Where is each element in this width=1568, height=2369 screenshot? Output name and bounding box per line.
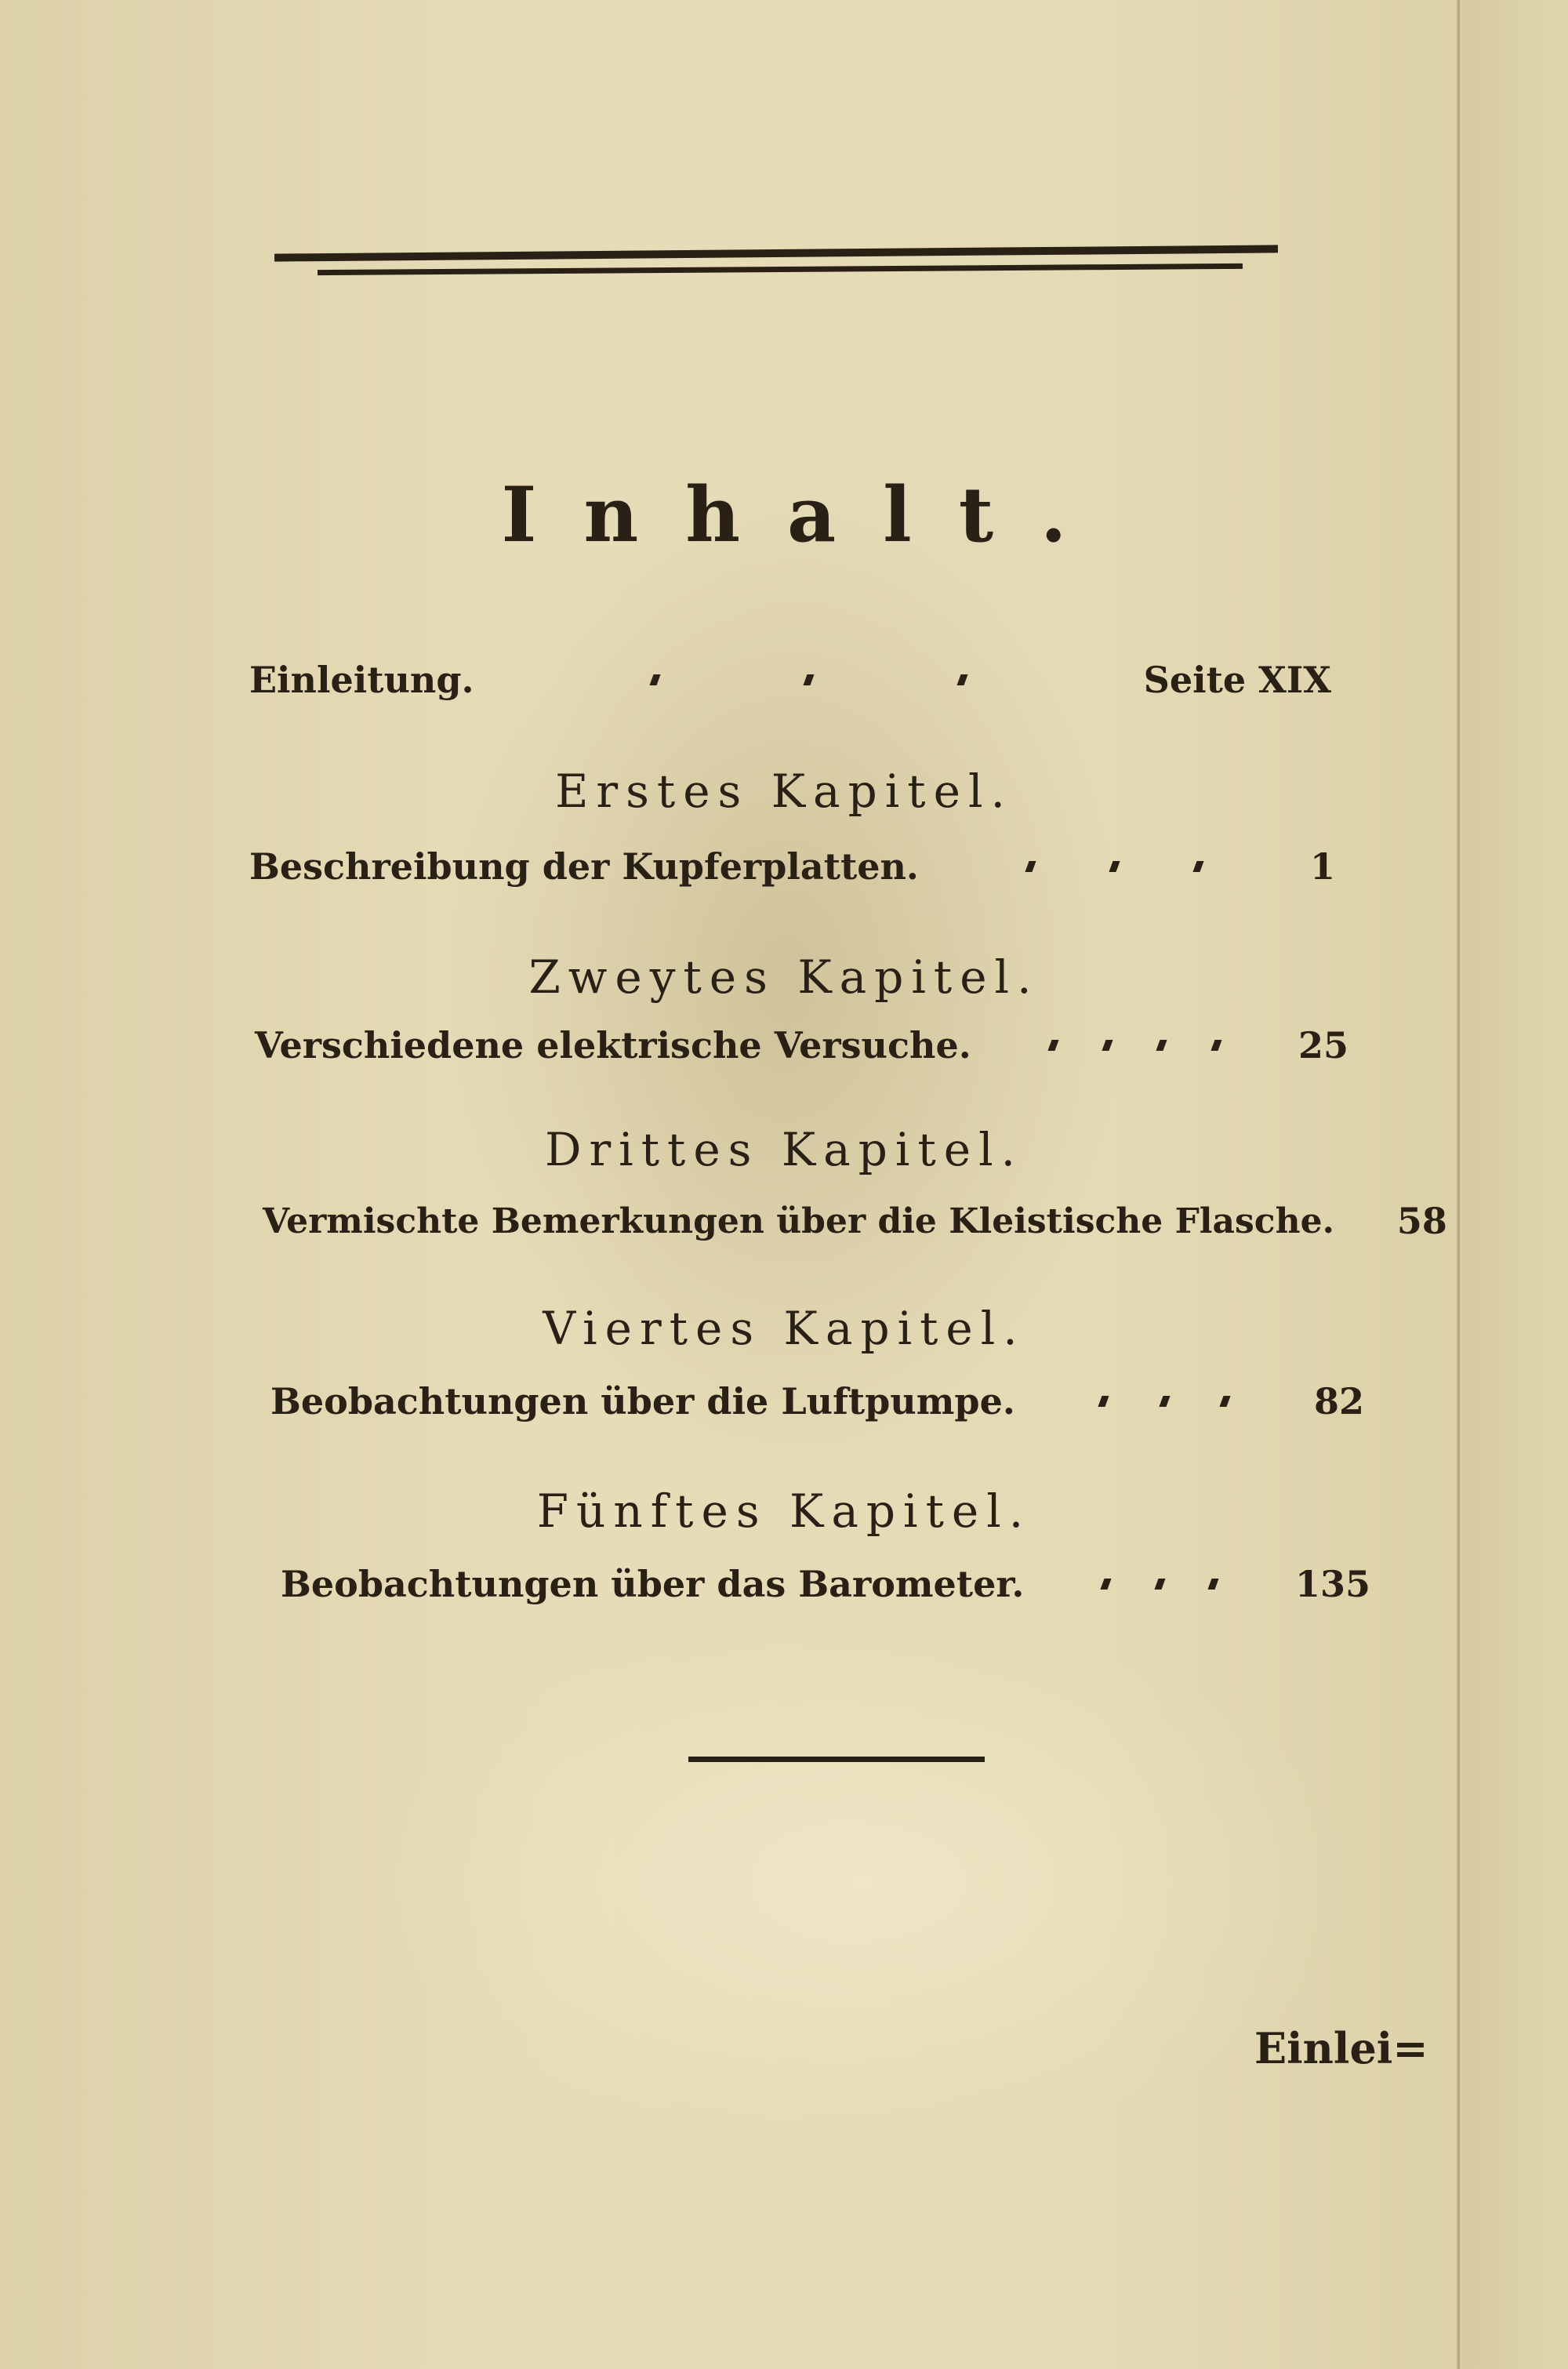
entry-page-4: 82 xyxy=(1313,1380,1364,1422)
toc-entry-4 xyxy=(270,1374,1364,1429)
catchword: Einlei= xyxy=(1254,2023,1428,2073)
page-title: Inhalt. xyxy=(501,471,1114,559)
entry-title-5: Beobachtungen über das Barometer. xyxy=(281,1563,1025,1605)
entry-title-2: Verschiedene elektrische Versuche. xyxy=(255,1024,971,1066)
top-rule-upper xyxy=(274,245,1278,261)
leader-dots xyxy=(474,674,1144,685)
chapter-heading-3: Drittes Kapitel. xyxy=(544,1123,1024,1176)
entry-title-3: Vermischte Bemerkungen über die Kleistische Flasche. xyxy=(263,1201,1334,1241)
toc-entry-5 xyxy=(281,1557,1370,1611)
entry-page-2: 25 xyxy=(1298,1024,1348,1066)
leader-dots xyxy=(971,1040,1298,1051)
chapter-heading-5: Fünftes Kapitel. xyxy=(536,1484,1032,1538)
entry-page-5: 135 xyxy=(1294,1563,1370,1605)
entry-page-1: 1 xyxy=(1309,845,1335,888)
facing-page-edge xyxy=(1461,0,1568,2369)
page-fold xyxy=(1457,0,1461,2369)
introduction-page: Seite XIX xyxy=(1143,659,1331,701)
toc-entry-1 xyxy=(249,839,1335,894)
toc-introduction xyxy=(249,652,1331,707)
introduction-label: Einleitung. xyxy=(249,659,474,701)
chapter-heading-2: Zweytes Kapitel. xyxy=(528,950,1040,1004)
leader-dots xyxy=(919,861,1310,872)
leader-dots xyxy=(1024,1579,1295,1590)
top-rule-lower xyxy=(318,263,1243,275)
toc-entry-2 xyxy=(255,1018,1348,1073)
toc-entry-3 xyxy=(263,1194,1447,1248)
bottom-rule xyxy=(688,1757,985,1762)
entry-page-3: 58 xyxy=(1396,1200,1447,1242)
entry-title-1: Beschreibung der Kupferplatten. xyxy=(249,845,919,888)
chapter-heading-4: Viertes Kapitel. xyxy=(543,1302,1025,1355)
chapter-heading-1: Erstes Kapitel. xyxy=(555,765,1013,818)
entry-title-4: Beobachtungen über die Luftpumpe. xyxy=(270,1380,1015,1422)
leader-dots xyxy=(1015,1396,1314,1407)
